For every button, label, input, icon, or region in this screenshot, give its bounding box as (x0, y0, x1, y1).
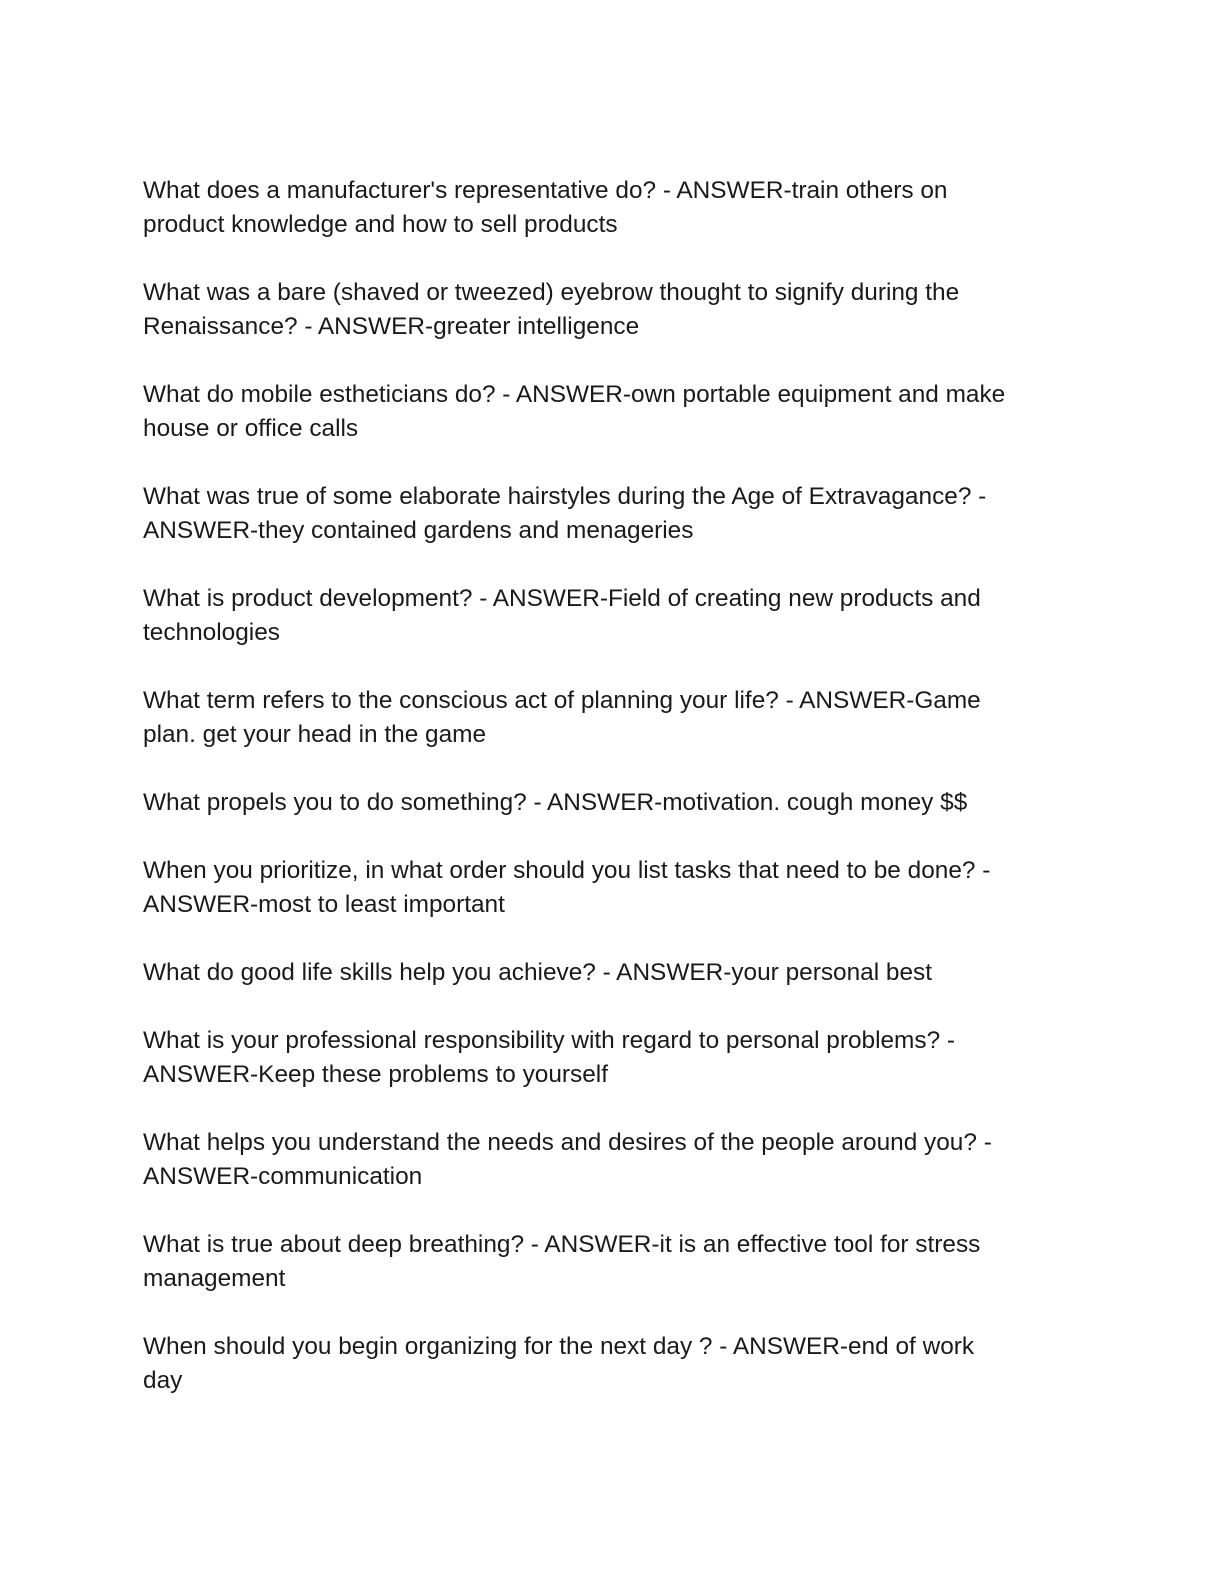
qa-text-line: When should you begin organizing for the next day ? - ANSWER-end of work (143, 1333, 975, 1360)
qa-text-line: Renaissance? - ANSWER-greater intelligence (143, 313, 640, 340)
qa-text-line: What is your professional responsibility with regard to personal problems? - (143, 1027, 956, 1054)
qa-text-line: What is product development? - ANSWER-Field of creating new products and (143, 585, 981, 612)
qa-text-line: plan. get your head in the game (143, 721, 487, 748)
qa-text-line: day (143, 1367, 183, 1394)
qa-text-line: What term refers to the conscious act of planning your life? - ANSWER-Game (143, 687, 981, 714)
qa-text-line: What helps you understand the needs and desires of the people around you? - (143, 1129, 992, 1156)
qa-text-line: What does a manufacturer's representative do? - ANSWER-train others on (143, 177, 948, 204)
qa-text-line: ANSWER-they contained gardens and menageries (143, 517, 694, 544)
qa-text-line: What was true of some elaborate hairstyles during the Age of Extravagance? - (143, 483, 987, 510)
qa-text-line: ANSWER-Keep these problems to yourself (143, 1061, 608, 1088)
qa-item (143, 1024, 1074, 1092)
qa-item (143, 1330, 1074, 1398)
qa-text-line: What propels you to do something? - ANSWER-motivation. cough money $$ (143, 789, 968, 816)
qa-text-line: technologies (143, 619, 280, 646)
qa-text-line: ANSWER-most to least important (143, 891, 505, 918)
qa-text-line: ANSWER-communication (143, 1163, 423, 1190)
qa-item (143, 786, 1074, 820)
qa-text-line: What do good life skills help you achieve? - ANSWER-your personal best (143, 959, 933, 986)
qa-item (143, 174, 1074, 242)
qa-item (143, 1228, 1074, 1296)
qa-item (143, 1126, 1074, 1194)
qa-text-line: What do mobile estheticians do? - ANSWER-own portable equipment and make (143, 381, 1006, 408)
qa-item (143, 582, 1074, 650)
qa-text-line: What is true about deep breathing? - ANSWER-it is an effective tool for stress (143, 1231, 981, 1258)
qa-item (143, 276, 1074, 344)
qa-item (143, 956, 1074, 990)
qa-text-line: What was a bare (shaved or tweezed) eyebrow thought to signify during the (143, 279, 960, 306)
qa-item (143, 378, 1074, 446)
qa-text-line: product knowledge and how to sell products (143, 211, 618, 238)
qa-item (143, 854, 1074, 922)
qa-text-line: management (143, 1265, 286, 1292)
qa-item (143, 684, 1074, 752)
qa-text-line: When you prioritize, in what order should you list tasks that need to be done? - (143, 857, 991, 884)
qa-text-line: house or office calls (143, 415, 359, 442)
qa-item (143, 480, 1074, 548)
qa-list (143, 174, 1074, 1398)
